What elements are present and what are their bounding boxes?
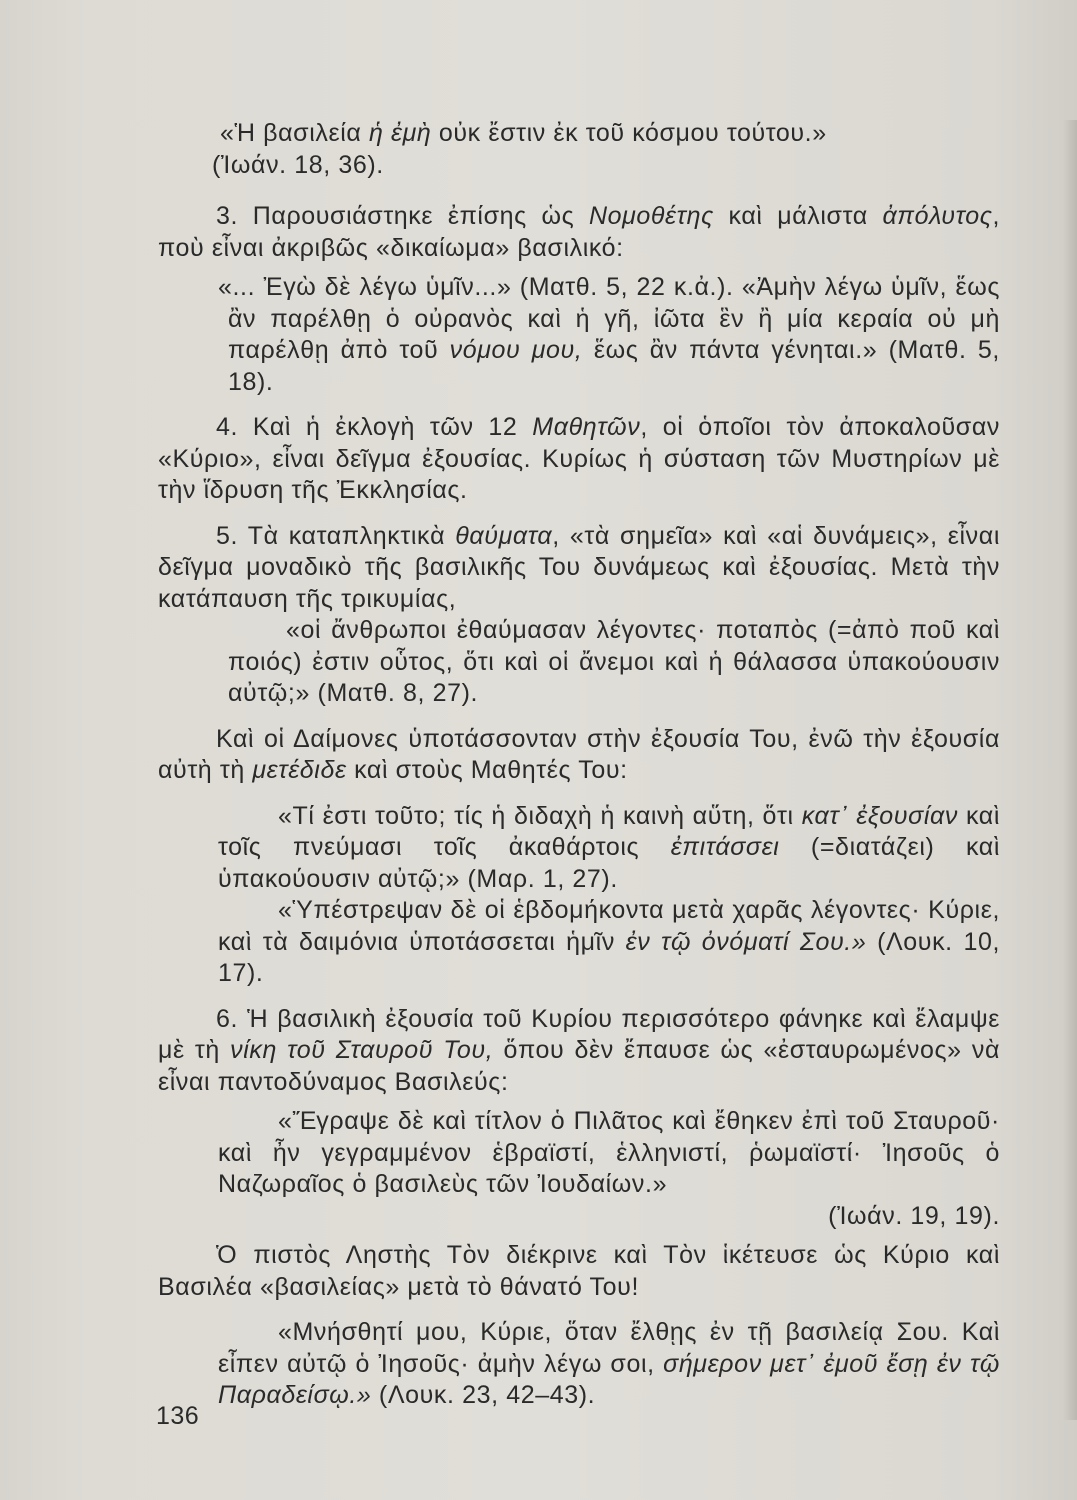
item-6: 6. Ἡ βασιλικὴ ἐξουσία τοῦ Κυρίου περισσότερο φάνηκε καὶ ἔλαμψε μὲ τὴ νίκη τοῦ Σταυροῦ Του, ὅπου δὲν ἔπαυσε ὡς «ἐσταυρωμένος» νὰ εἶναι παντοδύναμος Βασιλεύς: (158, 1004, 1001, 1096)
thief-paragraph: Ὁ πιστὸς Ληστὴς Τὸν διέκρινε καὶ Τὸν ἱκέτευσε ὡς Κύριο καὶ Βασιλέα «βασιλείας» μετὰ τὸ θάνατό Του! (158, 1241, 1000, 1301)
item-6-quote-ref: (Ἰωάν. 19, 19). (828, 1201, 1000, 1230)
quote-kingdom-ref: (Ἰωάν. 18, 36). (212, 150, 384, 179)
item-5: 5. Τὰ καταπληκτικὰ θαύματα, «τὰ σημεῖα» καὶ «αἱ δυνάμεις», εἶναι δεῖγμα μοναδικὸ τῆς βασιλικῆς Του δυνάμεως καὶ ἐξουσίας. Μετὰ τὴν κατάπαυση τῆς τρικυμίας, (158, 521, 1000, 613)
thief-quote: «Μνήσθητί μου, Κύριε, ὅταν ἔλθῃς ἐν τῇ βασιλείᾳ Σου. Καὶ εἶπεν αὐτῷ ὁ Ἰησοῦς· ἀμὴν λέγω σοι, σήμερον μετ᾿ ἐμοῦ ἔσῃ ἐν τῷ Παραδείσῳ.» (Λουκ. 23, 42–43). (218, 1318, 1000, 1409)
item-3-quote: «... Ἐγὼ δὲ λέγω ὑμῖν...» (Ματθ. 5, 22 κ.ἀ.). «Ἀμὴν λέγω ὑμῖν, ἕως ἂν παρέλθῃ ὁ οὐρανὸς καὶ ἡ γῆ, ἰῶτα ἓν ἢ μία κεραία οὐ μὴ παρέλθῃ ἀπὸ τοῦ νόμου μου, ἕως ἂν πάντα γένηται.» (Ματθ. 5, 18). (218, 273, 1000, 396)
demons-quote-1: «Τί ἐστι τοῦτο; τίς ἡ διδαχὴ ἡ καινὴ αὕτη, ὅτι κατ᾿ ἐξουσίαν καὶ τοῖς πνεύμασι τοῖς ἀκαθάρτοις ἐπιτάσσει (=διατάζει) καὶ ὑπακούουσιν αὐτῷ;» (Μαρ. 1, 27). (218, 801, 1000, 893)
page-number: 136 (156, 1402, 200, 1430)
demons-quote-2: «Ὑπέστρεψαν δὲ οἱ ἑβδομήκοντα μετὰ χαρᾶς λέγοντες· Κύριε, καὶ τὰ δαιμόνια ὑποτάσσεται ἡμῖν ἐν τῷ ὀνόματί Σου.» (Λουκ. 10, 17). (218, 896, 1000, 987)
page-edge-shadow (1063, 120, 1077, 1420)
item-3: 3. Παρουσιάστηκε ἐπίσης ὡς Νομοθέτης καὶ μάλιστα ἀπόλυτος, ποὺ εἶναι ἀκριβῶς «δικαίωμα» βασιλικό: (158, 202, 1001, 262)
item-5-quote: «οἱ ἄνθρωποι ἐθαύμασαν λέγοντες· ποταπὸς (=ἀπὸ ποῦ καὶ ποιός) ἐστιν οὗτος, ὅτι καὶ οἱ ἄνεμοι καὶ ἡ θάλασσα ὑπακούουσιν αὐτῷ;» (Ματθ. 8, 27). (228, 616, 1000, 707)
page-body (158, 118, 1000, 1412)
item-4: 4. Καὶ ἡ ἐκλογὴ τῶν 12 Μαθητῶν, οἱ ὁποῖοι τὸν ἀποκαλοῦσαν «Κύριο», εἶναι δεῖγμα ἐξουσίας. Κυρίως ἡ σύσταση τῶν Μυστηρίων μὲ τὴν ἵδρυση τῆς Ἐκκλησίας. (158, 413, 1000, 504)
quote-kingdom: «Ἡ βασιλεία ἡ ἐμὴ οὐκ ἔστιν ἐκ τοῦ κόσμου τούτου.» (Ἰωάν. 18, 36). (212, 119, 827, 179)
demons-paragraph: Καὶ οἱ Δαίμονες ὑποτάσσονταν στὴν ἐξουσία Του, ἐνῶ τὴν ἐξουσία αὐτὴ τὴ μετέδιδε καὶ στοὺς Μαθητές Του: (158, 724, 1000, 784)
item-6-quote: «Ἔγραψε δὲ καὶ τίτλον ὁ Πιλᾶτος καὶ ἔθηκεν ἐπὶ τοῦ Σταυροῦ· καὶ ἦν γεγραμμένον ἑβραϊστί, ἑλληνιστί, ῥωμαϊστί· Ἰησοῦς ὁ Ναζωραῖος ὁ βασιλεὺς τῶν Ἰουδαίων.» (218, 1107, 1000, 1198)
